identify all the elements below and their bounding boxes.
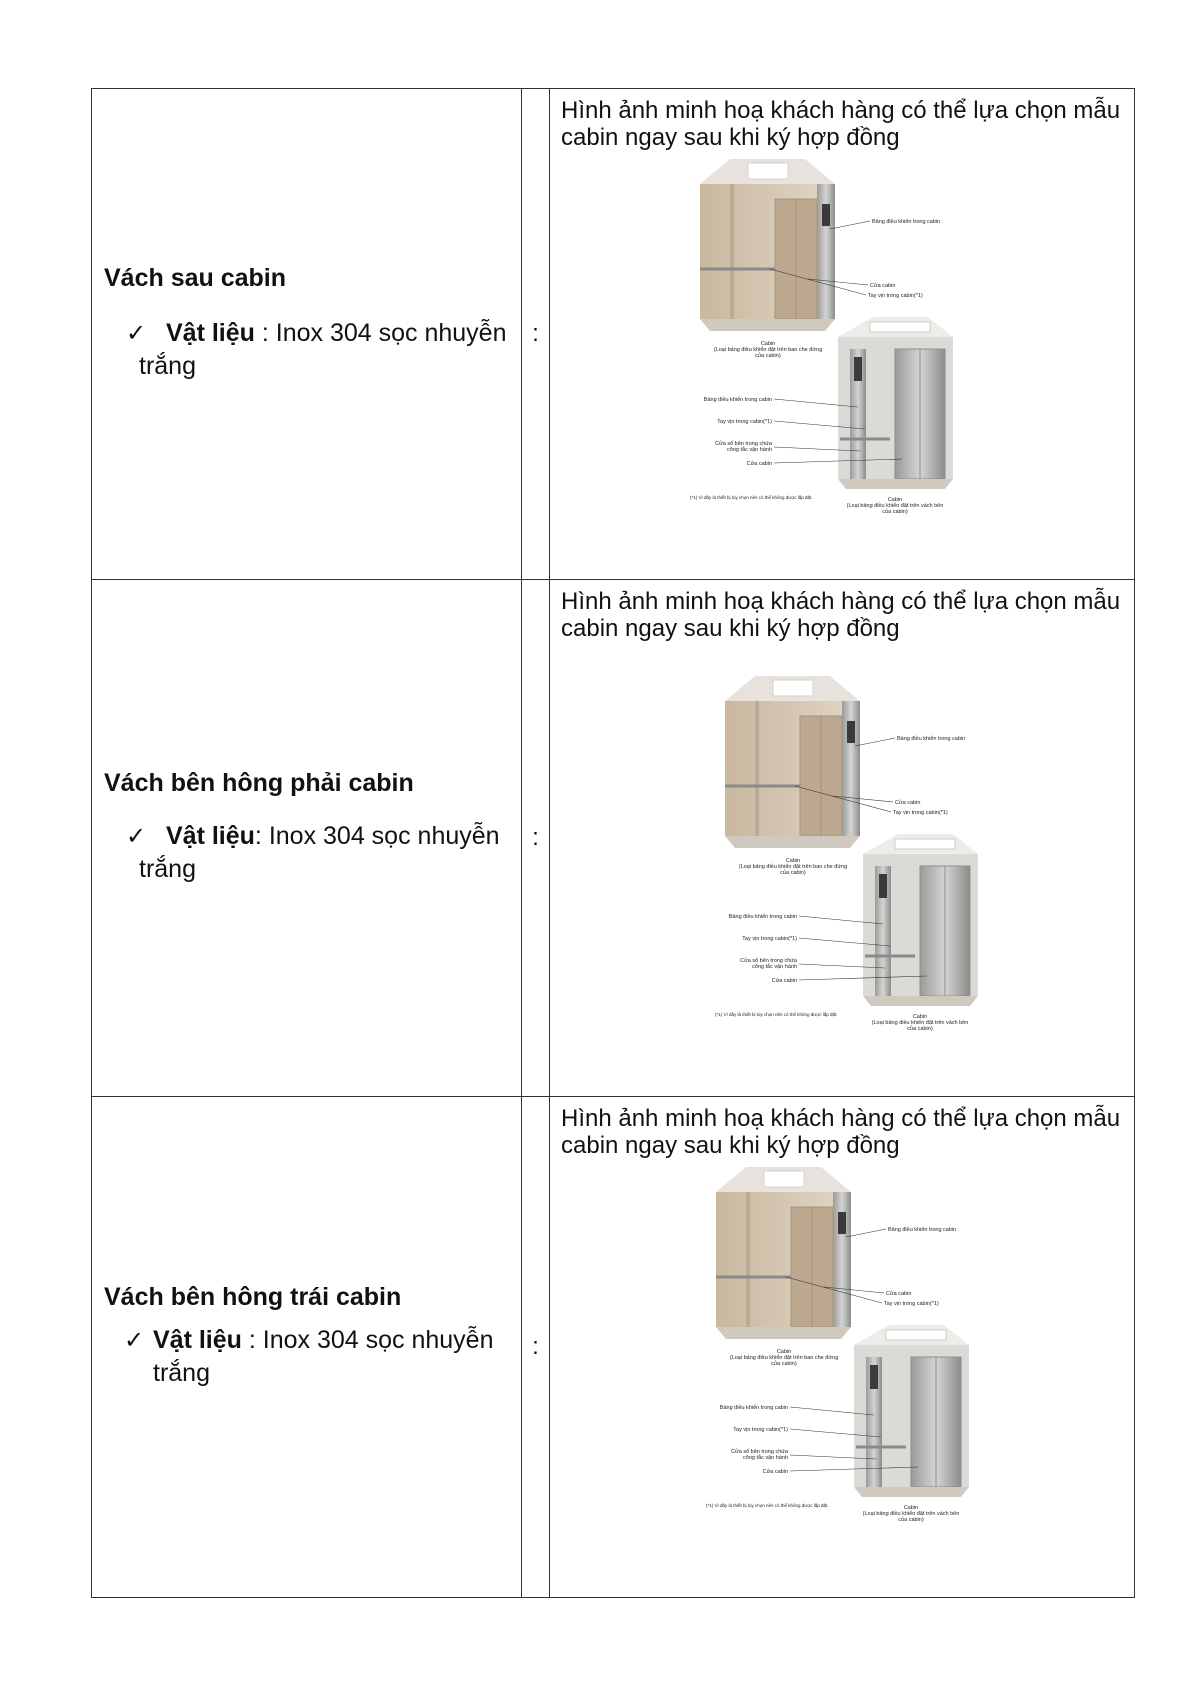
svg-text:Cửa cabin: Cửa cabin [870,283,896,289]
svg-text:Cabin: Cabin [903,1505,919,1511]
svg-text:Cabin: Cabin [785,858,801,864]
svg-text:Cửa cabin: Cửa cabin [771,978,797,984]
svg-text:Cửa sổ bên trong chứa: Cửa sổ bên trong chứa [740,958,797,964]
svg-text:Bảng điều khiển trong cabin: Bảng điều khiển trong cabin [728,914,797,920]
svg-text:của cabin): của cabin) [898,1517,924,1523]
svg-text:Bảng điều khiển trong cabin: Bảng điều khiển trong cabin [888,1227,957,1233]
svg-text:công tắc vận hành: công tắc vận hành [743,1455,788,1461]
cabin-illustration-svg [715,676,1015,1056]
svg-text:(Loại bảng điều khiển đặt trên: (Loại bảng điều khiển đặt trên bao che đứng [738,864,848,870]
svg-text:Cửa cabin: Cửa cabin [895,800,921,806]
svg-text:của cabin): của cabin) [755,353,781,359]
spec-cell [92,580,522,1097]
colon-text: : [532,824,539,851]
material-label: Vật liệu [166,318,255,347]
svg-text:(Loại bảng điều khiển đặt trên: (Loại bảng điều khiển đặt trên vách bên [871,1020,969,1026]
spec-cell [92,89,522,580]
svg-text:(Loại bảng điều khiển đặt trên: (Loại bảng điều khiển đặt trên bao che đứng [713,347,823,353]
svg-text:Cabin: Cabin [887,497,903,503]
cabin-illustration-svg [706,1167,1006,1547]
cabin-illustration [706,1167,1006,1547]
colon-text: : [532,1333,539,1360]
material-item [92,1324,521,1357]
svg-text:của cabin): của cabin) [771,1361,797,1367]
cabin-illustration [690,159,990,539]
material-item [92,317,521,350]
table-row [92,580,1135,1097]
svg-text:công tắc vận hành: công tắc vận hành [752,964,797,970]
svg-text:Bảng điều khiển trong cabin: Bảng điều khiển trong cabin [897,736,966,742]
material-value: Inox 304 sọc nhuyễn [275,318,507,347]
svg-text:(Loại bảng điều khiển đặt trên: (Loại bảng điều khiển đặt trên vách bên [846,503,944,509]
svg-text:Cửa sổ bên trong chứa: Cửa sổ bên trong chứa [715,441,772,447]
cabin-illustration-svg [690,159,990,539]
figure-cell [550,1097,1135,1598]
spec-cell [92,1097,522,1598]
material-label: Vật liệu [166,821,255,850]
svg-text:Tay vịn trong cabin(*1): Tay vịn trong cabin(*1) [884,1301,939,1307]
svg-text:(*1) Vì đây là thiết bị tùy ch: (*1) Vì đây là thiết bị tùy chọn nên có thể không được lắp đặt. [715,1012,838,1017]
figure-cell [550,89,1135,580]
check-icon: ✓ [124,1326,145,1354]
svg-text:(*1) Vì đây là thiết bị tùy ch: (*1) Vì đây là thiết bị tùy chọn nên có thể không được lắp đặt. [706,1503,829,1508]
svg-text:Cửa cabin: Cửa cabin [746,461,772,467]
cabin-illustration [715,676,1015,1056]
figure-caption: Hình ảnh minh hoạ khách hàng có thể lựa chọn mẫu cabin ngay sau khi ký hợp đồng [561,97,1121,151]
figure-caption: Hình ảnh minh hoạ khách hàng có thể lựa chọn mẫu cabin ngay sau khi ký hợp đồng [561,588,1121,642]
material-value-cont: trắng [139,351,196,380]
row-heading: Vách bên hông trái cabin [104,1282,402,1311]
row-heading: Vách sau cabin [104,263,287,292]
svg-text:Tay vịn trong cabin(*1): Tay vịn trong cabin(*1) [717,419,772,425]
svg-text:Cửa cabin: Cửa cabin [886,1291,912,1297]
figure-cell [550,580,1135,1097]
svg-text:Tay vịn trong cabin(*1): Tay vịn trong cabin(*1) [733,1427,788,1433]
check-icon: ✓ [126,319,147,347]
svg-text:Cửa sổ bên trong chứa: Cửa sổ bên trong chứa [731,1449,788,1455]
svg-text:Bảng điều khiển trong cabin: Bảng điều khiển trong cabin [719,1405,788,1411]
svg-text:Bảng điều khiển trong cabin: Bảng điều khiển trong cabin [703,397,772,403]
svg-text:Tay vịn trong cabin(*1): Tay vịn trong cabin(*1) [893,810,948,816]
row-heading: Vách bên hông phải cabin [104,768,414,797]
svg-text:Cabin: Cabin [776,1349,792,1355]
material-item [92,820,521,853]
material-sep: : [241,1325,263,1354]
svg-text:Bảng điều khiển trong cabin: Bảng điều khiển trong cabin [872,219,941,225]
table-row [92,89,1135,580]
material-sep: : [254,821,269,850]
material-value: Inox 304 sọc nhuyễn [262,1325,494,1354]
svg-text:Cabin: Cabin [760,341,776,347]
material-value-cont: trắng [153,1358,210,1387]
figure-caption: Hình ảnh minh hoạ khách hàng có thể lựa chọn mẫu cabin ngay sau khi ký hợp đồng [561,1105,1121,1159]
material-label: Vật liệu [153,1325,242,1354]
svg-text:của cabin): của cabin) [882,509,908,515]
svg-text:(*1) Vì đây là thiết bị tùy ch: (*1) Vì đây là thiết bị tùy chọn nên có thể không được lắp đặt. [690,495,813,500]
material-sep: : [254,318,276,347]
material-value: Inox 304 sọc nhuyễn [268,821,500,850]
colon-cell [522,89,550,580]
svg-text:(Loại bảng điều khiển đặt trên: (Loại bảng điều khiển đặt trên bao che đứng [729,1355,839,1361]
check-icon: ✓ [126,822,147,850]
svg-text:công tắc vận hành: công tắc vận hành [727,447,772,453]
svg-text:của cabin): của cabin) [907,1026,933,1032]
table-row [92,1097,1135,1598]
svg-text:Tay vịn trong cabin(*1): Tay vịn trong cabin(*1) [742,936,797,942]
svg-text:Cửa cabin: Cửa cabin [762,1469,788,1475]
svg-text:Tay vịn trong cabin(*1): Tay vịn trong cabin(*1) [868,293,923,299]
spec-table [91,88,1135,1598]
svg-text:Cabin: Cabin [912,1014,928,1020]
svg-text:(Loại bảng điều khiển đặt trên: (Loại bảng điều khiển đặt trên vách bên [862,1511,960,1517]
colon-text: : [532,320,539,347]
colon-cell [522,580,550,1097]
svg-text:của cabin): của cabin) [780,870,806,876]
colon-cell [522,1097,550,1598]
material-value-cont: trắng [139,854,196,883]
